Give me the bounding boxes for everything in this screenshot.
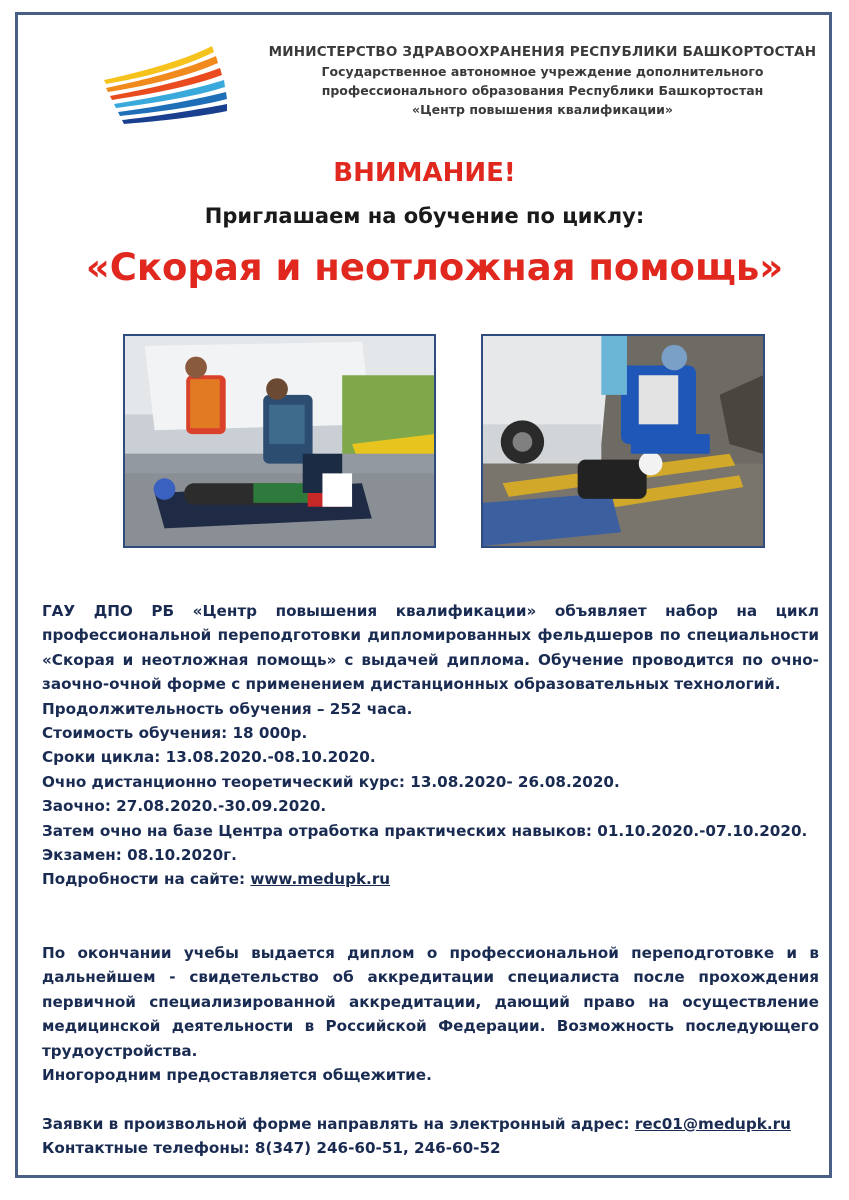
invite-heading: Приглашаем на обучение по циклу: [204,204,645,228]
phones-line: Контактные телефоны: 8(347) 246-60-51, 246-60-52 [42,1139,501,1158]
training-photo-stretcher [481,334,765,548]
dates-line: Сроки цикла: 13.08.2020.-08.10.2020. [42,748,376,767]
apply-label: Заявки в произвольной форме направлять на электронный адрес: [42,1115,635,1133]
outcome-paragraph: По окончании учебы выдается диплом о профессиональной переподготовке и в дальнейшем - свидетельство об аккредитации специалиста после прохождения первичной специализированной аккредитации, дающий право на осуществление медицинской деятельности в Российской Федерации. Возможность последующего трудоустройства. [42,944,819,1060]
dormitory-line: Иногородним предоставляется общежитие. [42,1066,432,1085]
exam-line: Экзамен: 08.10.2020г. [42,846,237,865]
email-link[interactable]: rec01@medupk.ru [634,1115,791,1133]
website-label: Подробности на сайте: [42,870,251,889]
course-description [42,599,819,892]
contacts-section [42,1112,819,1161]
organization-logo [100,40,230,130]
website-link[interactable]: www.medupk.ru [250,870,391,889]
cost-line: Стоимость обучения: 18 000р. [42,724,308,743]
apply-line [42,1112,819,1136]
outcome-section [42,941,819,1087]
practice-line: Затем очно на базе Центра отработка практических навыков: 01.10.2020.-07.10.2020. [42,821,808,840]
training-photo-cpr [123,334,436,548]
course-title: «Скорая и неотложная помощь» [85,246,784,289]
attention-heading: ВНИМАНИЕ! [333,158,516,188]
duration-line: Продолжительность обучения – 252 часа. [42,699,413,718]
intro-paragraph: ГАУ ДПО РБ «Центр повышения квалификации» объявляет набор на цикл профессиональной переподготовки дипломированных фельдшеров по специальности «Скорая и неотложная помощь» с выдачей диплома. Обучение проводится по очно-заочно-очной форме с применением дистанционных образовательных технологий. [42,602,819,694]
online-course-line: Очно дистанционно теоретический курс: 13.08.2020- 26.08.2020. [42,772,620,791]
institution-line-2: профессионального образования Республики Башкортостан [321,83,764,98]
website-line [42,867,819,891]
institution-line-3: «Центр повышения квалификации» [412,102,673,117]
ministry-name: МИНИСТЕРСТВО ЗДРАВООХРАНЕНИЯ РЕСПУБЛИКИ БАШКОРТОСТАН [268,44,817,60]
institution-header [250,43,835,119]
institution-line-1: Государственное автономное учреждение дополнительного [321,64,764,79]
extramural-line: Заочно: 27.08.2020.-30.09.2020. [42,797,327,816]
